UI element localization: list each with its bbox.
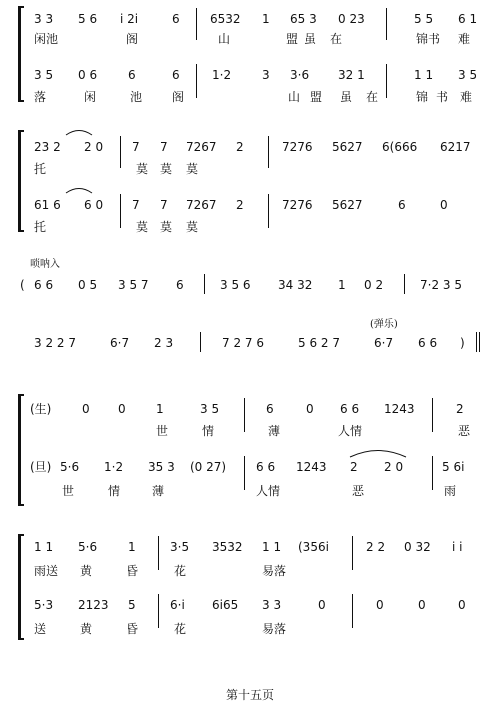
note: 1 1 — [34, 540, 54, 554]
note: 6532 — [210, 12, 241, 26]
barline — [352, 594, 353, 628]
barline — [386, 64, 387, 98]
lyric: 雨 — [444, 484, 457, 498]
note: 1 — [128, 540, 136, 554]
lyric: 世 — [156, 424, 169, 438]
note: 6i65 — [212, 598, 239, 612]
note: 7267 — [186, 140, 217, 154]
note: 1·2 — [104, 460, 124, 474]
note: 3 5 6 — [220, 278, 251, 292]
note: 2 — [236, 140, 244, 154]
barline — [352, 536, 353, 570]
note: 2 — [456, 402, 464, 416]
note: 0 2 — [364, 278, 384, 292]
barline — [432, 398, 433, 432]
note: 2 0 — [84, 140, 104, 154]
note: 1 1 — [262, 540, 282, 554]
lyric: 盟 — [310, 90, 323, 104]
instrument-label: (弹乐) — [370, 319, 398, 330]
note: 7276 — [282, 198, 313, 212]
lyric: 莫 — [186, 162, 199, 176]
note: 6 — [172, 68, 180, 82]
note: 2 0 — [384, 460, 404, 474]
barline — [158, 594, 159, 628]
barline — [479, 332, 480, 352]
note: 2 — [350, 460, 358, 474]
note: 6 6 — [340, 402, 360, 416]
lyric: 莫 — [136, 162, 149, 176]
barline — [432, 456, 433, 490]
barline — [268, 194, 269, 228]
note: 6 6 — [418, 336, 438, 350]
note: 3 5 — [34, 68, 54, 82]
note: 6 1 — [458, 12, 478, 26]
note: 3532 — [212, 540, 243, 554]
note: 6217 — [440, 140, 471, 154]
system-2-bracket — [18, 130, 21, 232]
lyric: 送 — [34, 622, 47, 636]
note: 1 — [262, 12, 270, 26]
note: 6(666 — [382, 140, 418, 154]
note: 3 2 2 7 — [34, 336, 76, 350]
barline — [200, 332, 201, 352]
note: 5·3 — [34, 598, 54, 612]
lyric: 莫 — [160, 162, 173, 176]
lyric: 阁 — [172, 90, 185, 104]
note: 0 — [376, 598, 384, 612]
note: 7 — [132, 140, 140, 154]
note: 2 3 — [154, 336, 174, 350]
note: 3 3 — [34, 12, 54, 26]
note: 7 — [132, 198, 140, 212]
role-label: (旦) — [30, 460, 52, 474]
lyric: 人情 — [256, 484, 281, 498]
note: 7·2 3 5 — [420, 278, 462, 292]
lyric: 山 — [218, 32, 231, 46]
note: 65 3 — [290, 12, 317, 26]
barline — [386, 8, 387, 40]
note: 5627 — [332, 140, 363, 154]
note: 6 — [128, 68, 136, 82]
lyric: 虽 — [340, 90, 353, 104]
lyric: 昏 — [126, 622, 139, 636]
note: 6 6 — [256, 460, 276, 474]
note: 7267 — [186, 198, 217, 212]
note: 1 1 — [414, 68, 434, 82]
note: 1 — [156, 402, 164, 416]
note: 6 — [172, 12, 180, 26]
note: ( — [20, 278, 25, 292]
note: 6 — [398, 198, 406, 212]
system-3-bracket — [18, 394, 21, 506]
lyric: 闲池 — [34, 32, 59, 46]
note: 6·i — [170, 598, 185, 612]
note: ) — [460, 336, 465, 350]
system-4-bracket — [18, 534, 21, 640]
page-number: 第十五页 — [225, 688, 274, 702]
lyric: 昏 — [126, 564, 139, 578]
note: 5 5 — [414, 12, 434, 26]
note: 3 5 — [458, 68, 478, 82]
note: 7 2 7 6 — [222, 336, 264, 350]
note: 5·6 — [78, 540, 98, 554]
lyric: 锦书 — [416, 32, 441, 46]
lyric: 莫 — [136, 220, 149, 234]
note: 0 32 — [404, 540, 431, 554]
barline — [268, 136, 269, 168]
note: 3·6 — [290, 68, 310, 82]
lyric: 花 — [174, 622, 187, 636]
lyric: 易落 — [262, 622, 287, 636]
note: 3·5 — [170, 540, 190, 554]
note: 5 — [128, 598, 136, 612]
note: 34 32 — [278, 278, 313, 292]
lyric: 薄 — [268, 424, 281, 438]
note: 2 2 — [366, 540, 386, 554]
note: 1 — [338, 278, 346, 292]
lyric: 薄 — [152, 484, 165, 498]
note: 6 — [176, 278, 184, 292]
lyric: 恶 — [458, 424, 471, 438]
tie-mark — [64, 184, 94, 194]
barline — [158, 536, 159, 570]
note: 0 — [418, 598, 426, 612]
lyric: 难 — [460, 90, 473, 104]
note: 1243 — [296, 460, 327, 474]
lyric: 盟 — [286, 32, 299, 46]
lyric: 山 — [288, 90, 301, 104]
lyric: 雨送 — [34, 564, 59, 578]
lyric: 黄 — [80, 622, 93, 636]
note: 0 5 — [78, 278, 98, 292]
note: 0 — [306, 402, 314, 416]
note: 7 — [160, 140, 168, 154]
note: 5 6i — [442, 460, 465, 474]
note: 32 1 — [338, 68, 365, 82]
lyric: 黄 — [80, 564, 93, 578]
note: 0 — [318, 598, 326, 612]
lyric: 书 — [436, 90, 449, 104]
note: 0 — [440, 198, 448, 212]
note: 0 — [82, 402, 90, 416]
note: 7 — [160, 198, 168, 212]
note: 6 0 — [84, 198, 104, 212]
note: 7276 — [282, 140, 313, 154]
note: 3 — [262, 68, 270, 82]
note: 1243 — [384, 402, 415, 416]
lyric: 虽 — [304, 32, 317, 46]
note: i 2i — [120, 12, 139, 26]
lyric: 锦 — [416, 90, 429, 104]
lyric: 莫 — [160, 220, 173, 234]
lyric: 情 — [202, 424, 215, 438]
lyric: 难 — [458, 32, 471, 46]
barline — [244, 456, 245, 490]
lyric: 在 — [366, 90, 379, 104]
note: 2123 — [78, 598, 109, 612]
note: 0 6 — [78, 68, 98, 82]
note: (356i — [298, 540, 329, 554]
note: 2 — [236, 198, 244, 212]
tie-mark — [64, 126, 94, 136]
lyric: 阁 — [126, 32, 139, 46]
barline — [476, 332, 477, 352]
lyric: 池 — [130, 90, 143, 104]
note: 6·7 — [110, 336, 130, 350]
lyric: 易落 — [262, 564, 287, 578]
note: 3 5 7 — [118, 278, 149, 292]
note: 35 3 — [148, 460, 175, 474]
instrument-label: 唢呐入 — [30, 259, 60, 270]
barline — [244, 398, 245, 432]
barline — [196, 8, 197, 40]
tie-mark — [348, 444, 408, 458]
note: 5627 — [332, 198, 363, 212]
lyric: 落 — [34, 90, 47, 104]
note: 5 6 — [78, 12, 98, 26]
lyric: 人情 — [338, 424, 363, 438]
note: 0 — [118, 402, 126, 416]
note: 1·2 — [212, 68, 232, 82]
note: 3 3 — [262, 598, 282, 612]
note: (0 27) — [190, 460, 227, 474]
note: 6·7 — [374, 336, 394, 350]
role-label: (生) — [30, 402, 52, 416]
lyric: 莫 — [186, 220, 199, 234]
lyric: 花 — [174, 564, 187, 578]
lyric: 托 — [34, 162, 47, 176]
lyric: 恶 — [352, 484, 365, 498]
note: 3 5 — [200, 402, 220, 416]
note: 6 6 — [34, 278, 54, 292]
barline — [120, 136, 121, 168]
note: 61 6 — [34, 198, 61, 212]
system-1-bracket — [18, 6, 21, 102]
barline — [204, 274, 205, 294]
note: 5·6 — [60, 460, 80, 474]
lyric: 托 — [34, 220, 47, 234]
barline — [404, 274, 405, 294]
note: 0 — [458, 598, 466, 612]
lyric: 情 — [108, 484, 121, 498]
lyric: 在 — [330, 32, 343, 46]
note: 23 2 — [34, 140, 61, 154]
note: 6 — [266, 402, 274, 416]
note: i i — [452, 540, 463, 554]
barline — [196, 64, 197, 98]
note: 5 6 2 7 — [298, 336, 340, 350]
lyric: 闲 — [84, 90, 97, 104]
note: 0 23 — [338, 12, 365, 26]
barline — [120, 194, 121, 228]
lyric: 世 — [62, 484, 75, 498]
